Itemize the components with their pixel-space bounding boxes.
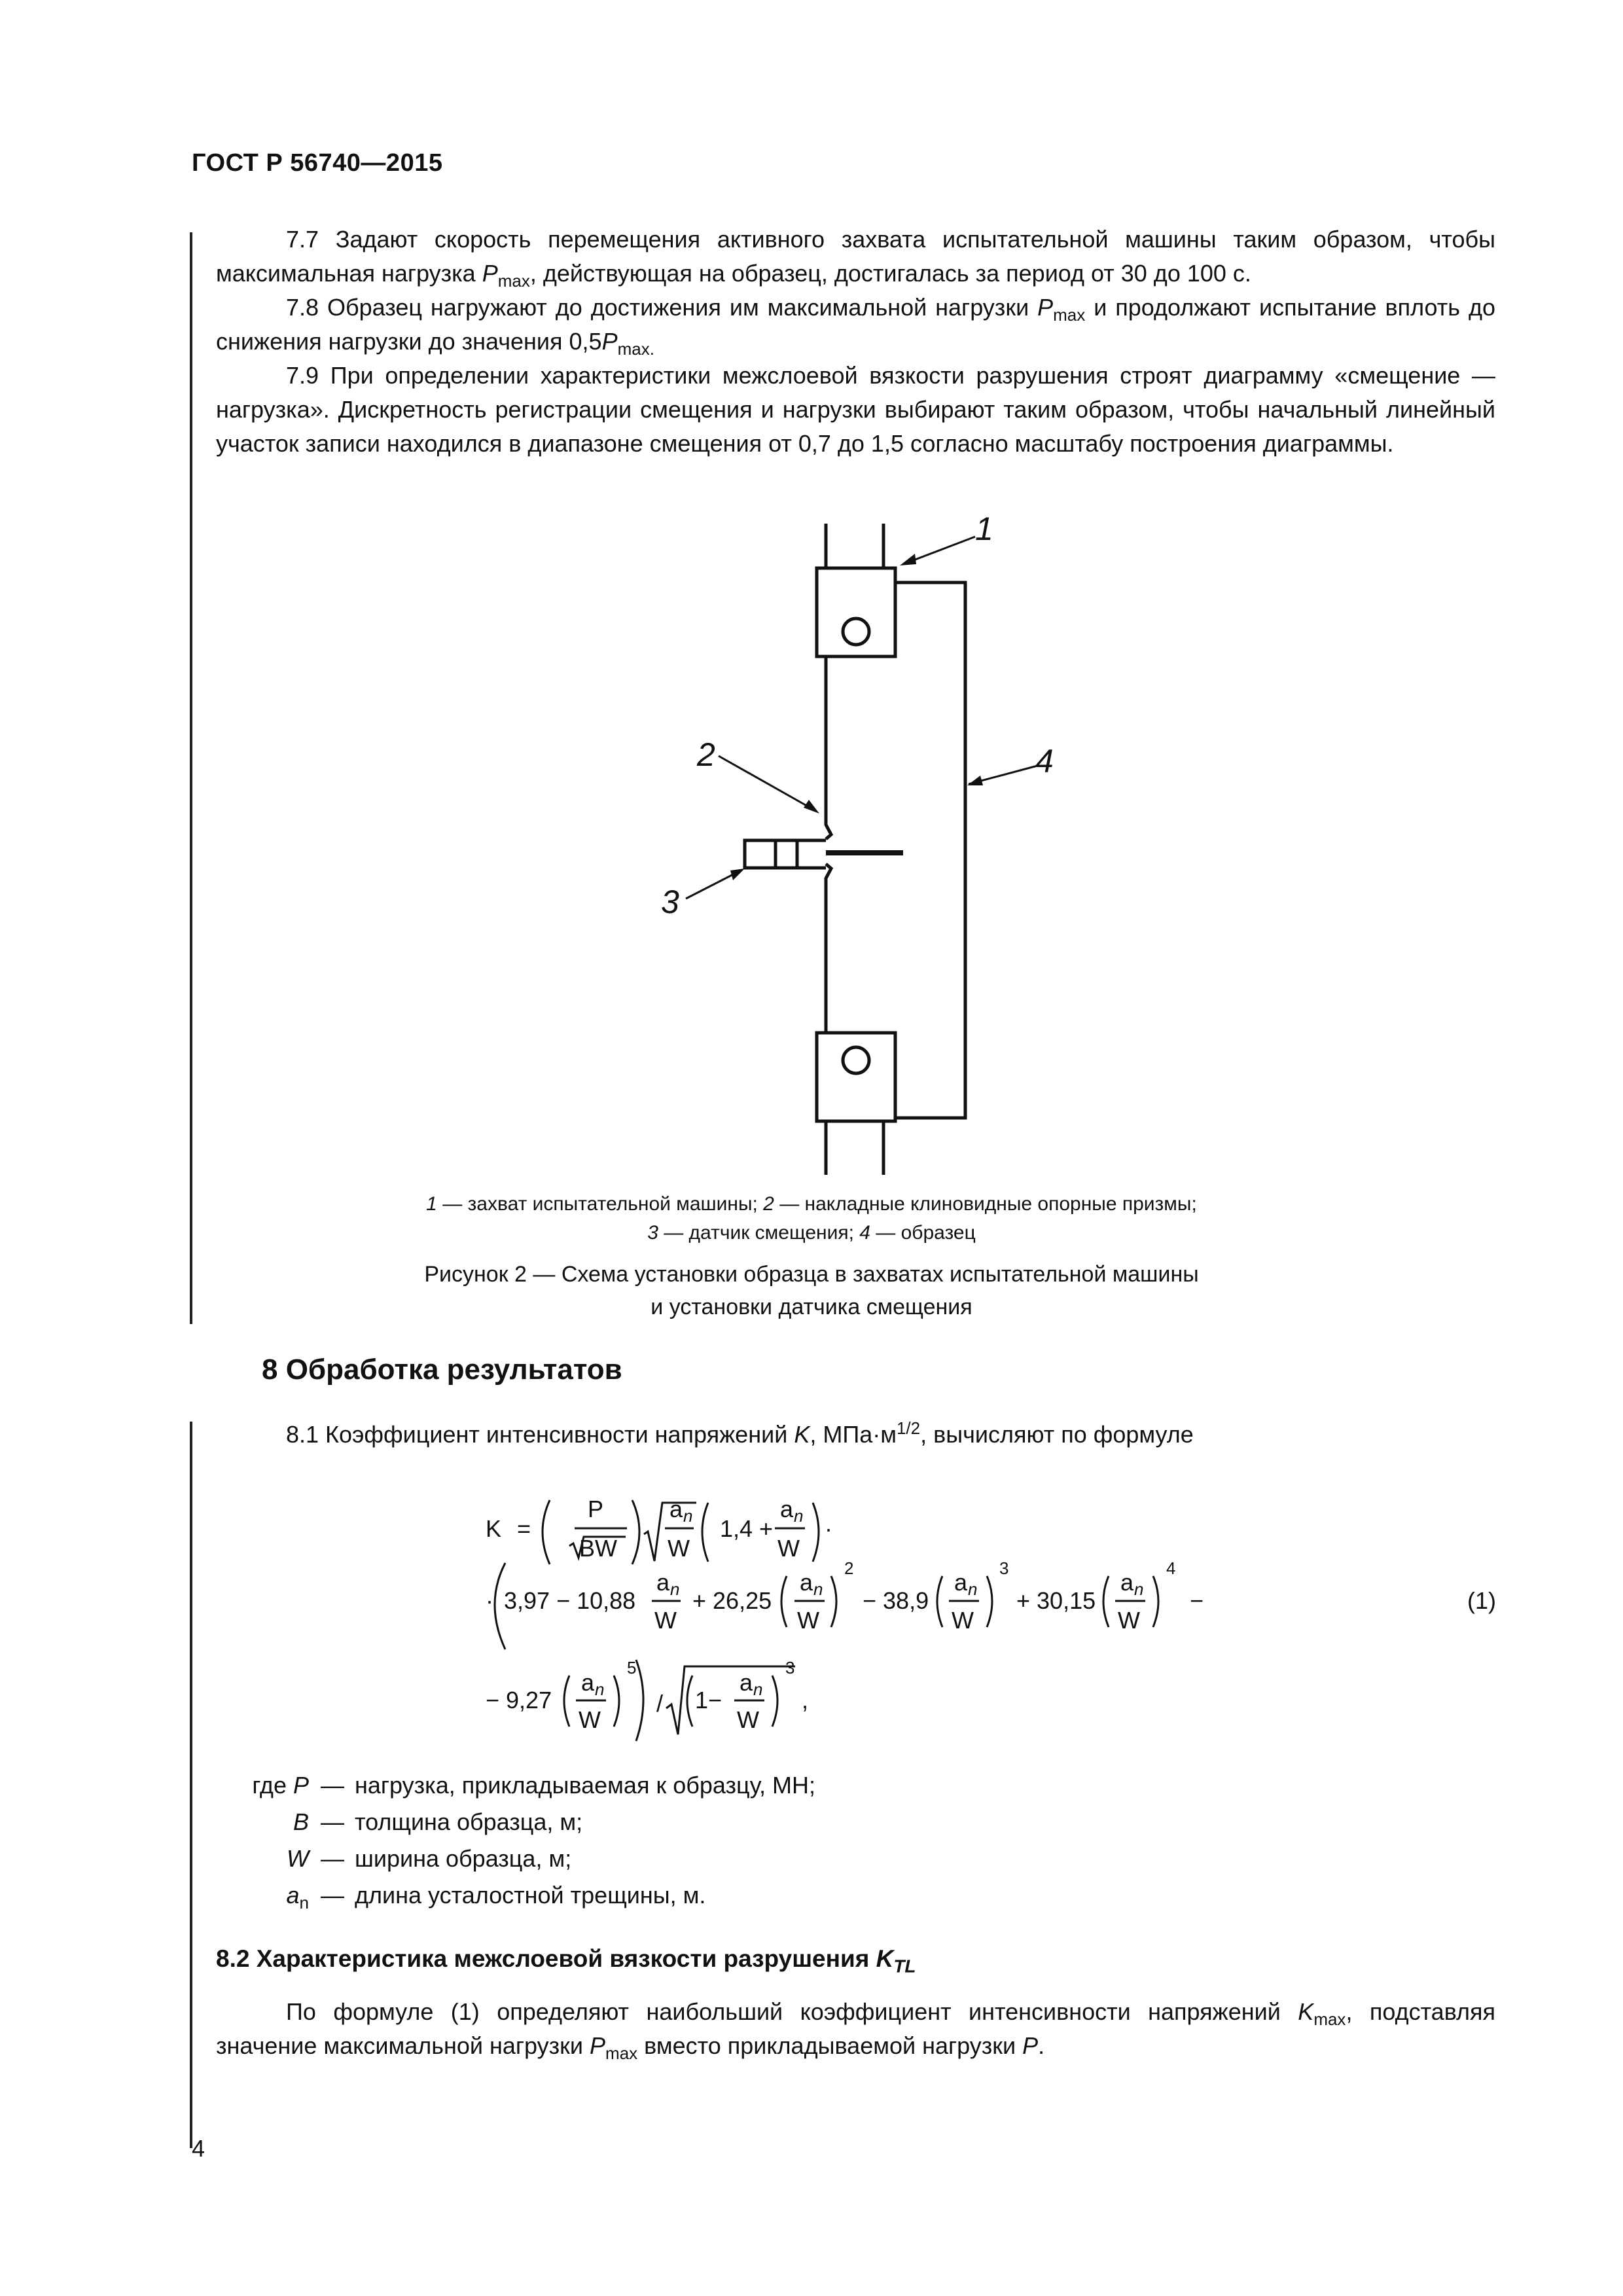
figure-caption: Рисунок 2 — Схема установки образца в захватах испытательной машины и установки датчика смещения [424, 1262, 1199, 1319]
svg-text:4: 4 [1166, 1558, 1176, 1578]
svg-text:n: n [753, 1679, 763, 1699]
svg-text:n: n [595, 1679, 605, 1699]
figure-label-3: 3 [661, 884, 679, 920]
svg-text:W: W [654, 1607, 677, 1634]
svg-text:a: a [656, 1569, 670, 1596]
definition-row: B — толщина образца, м; [293, 1808, 583, 1835]
svg-text:a: a [1120, 1569, 1134, 1596]
svg-text:,: , [802, 1687, 809, 1713]
svg-text:−: − [1190, 1587, 1204, 1614]
svg-text:W: W [952, 1607, 974, 1634]
svg-text:n: n [813, 1579, 823, 1599]
svg-text:n: n [683, 1506, 693, 1526]
svg-text:=: = [517, 1515, 531, 1542]
paragraph-8-2: По формуле (1) определяют наибольший коэффициент интенсивности напряжений $K_{max}$, подставляя значение максимальной нагрузки $P_{max}$ вместо прикладываемой нагрузки P. [216, 1998, 1495, 2063]
svg-text:a: a [740, 1669, 753, 1696]
svg-text:1−: 1− [695, 1687, 722, 1713]
paragraph-7-7: 7.7 Задают скорость перемещения активного захвата испытательной машины таким образом, чтобы максимальная нагрузка $P_{max}$, действующая на образец, достигалась за период от 30 до 100 с. [216, 226, 1495, 291]
svg-text:W: W [737, 1706, 759, 1733]
variable-definitions [216, 1767, 815, 1921]
svg-text:2: 2 [844, 1558, 854, 1578]
figure-label-2: 2 [697, 736, 715, 773]
definition-row: где P — нагрузка, прикладываемая к образцу, МН; [252, 1772, 815, 1799]
svg-text:W: W [777, 1535, 800, 1562]
formula-number: (1) [1467, 1587, 1496, 1614]
svg-text:3,97 − 10,88: 3,97 − 10,88 [504, 1587, 636, 1614]
svg-text:a: a [954, 1569, 968, 1596]
svg-text:P: P [588, 1496, 604, 1522]
svg-text:− 38,9: − 38,9 [863, 1587, 929, 1614]
svg-text:+ 30,15: + 30,15 [1016, 1587, 1096, 1614]
svg-text:a: a [581, 1669, 595, 1696]
svg-text:n: n [794, 1506, 804, 1526]
document-header: ГОСТ Р 56740—2015 [192, 149, 443, 177]
paragraph-7-8: 7.8 Образец нагружают до достижения им максимальной нагрузки $P_{max}$ и продолжают испытание вплоть до снижения нагрузки до значения $0,5P_{max.}$ [216, 294, 1495, 359]
svg-text:W: W [579, 1706, 601, 1733]
figure-label-4: 4 [1035, 743, 1054, 780]
paragraph-7-9: 7.9 При определении характеристики межслоевой вязкости разрушения строят диаграмму «смещение — нагрузка». Дискретность регистрации смещения и нагрузки выбирают таким образом, чтобы начальный линейный участок записи находился в диапазоне смещения от 0,7 до 1,5 согласно масштабу построения диаграммы. [216, 362, 1495, 457]
subsection-8-2-title: 8.2 Характеристика межслоевой вязкости разрушения $K_{TL}$ [216, 1945, 916, 1977]
page-number: 4 [192, 2135, 205, 2162]
paragraph-8-1: 8.1 Коэффициент интенсивности напряжений K, $МПа\cdot м^{1/2}$, вычисляют по формуле [286, 1418, 1194, 1448]
svg-text:a: a [800, 1569, 813, 1596]
svg-text:BW: BW [579, 1535, 617, 1562]
section-8-title: 8 Обработка результатов [262, 1354, 622, 1386]
svg-text:+ 26,25: + 26,25 [692, 1587, 772, 1614]
definition-row: W — ширина образца, м; [287, 1845, 572, 1872]
definition-row: $a_n$ — длина усталостной трещины, м. [286, 1882, 706, 1913]
svg-text:n: n [1134, 1579, 1144, 1599]
figure-legend: 1 — захват испытательной машины; 2 — накладные клиновидные опорные призмы; 3 — датчик смещения; 4 — образец [426, 1193, 1197, 1244]
svg-text:1,4 +: 1,4 + [720, 1515, 774, 1542]
svg-text:3: 3 [785, 1658, 795, 1677]
svg-text:K: K [486, 1515, 502, 1542]
svg-text:W: W [797, 1607, 819, 1634]
svg-text:·: · [486, 1587, 493, 1614]
svg-text:W: W [668, 1535, 690, 1562]
svg-text:− 9,27: − 9,27 [486, 1687, 552, 1713]
svg-text:a: a [669, 1496, 683, 1522]
svg-text:n: n [670, 1579, 680, 1599]
svg-text:n: n [968, 1579, 978, 1599]
svg-text:/: / [656, 1690, 664, 1717]
svg-text:W: W [1118, 1607, 1140, 1634]
svg-text:3: 3 [999, 1558, 1009, 1578]
svg-text:a: a [780, 1496, 794, 1522]
svg-text:5: 5 [627, 1658, 637, 1677]
svg-text:·: · [825, 1515, 832, 1542]
figure-label-1: 1 [975, 511, 993, 547]
